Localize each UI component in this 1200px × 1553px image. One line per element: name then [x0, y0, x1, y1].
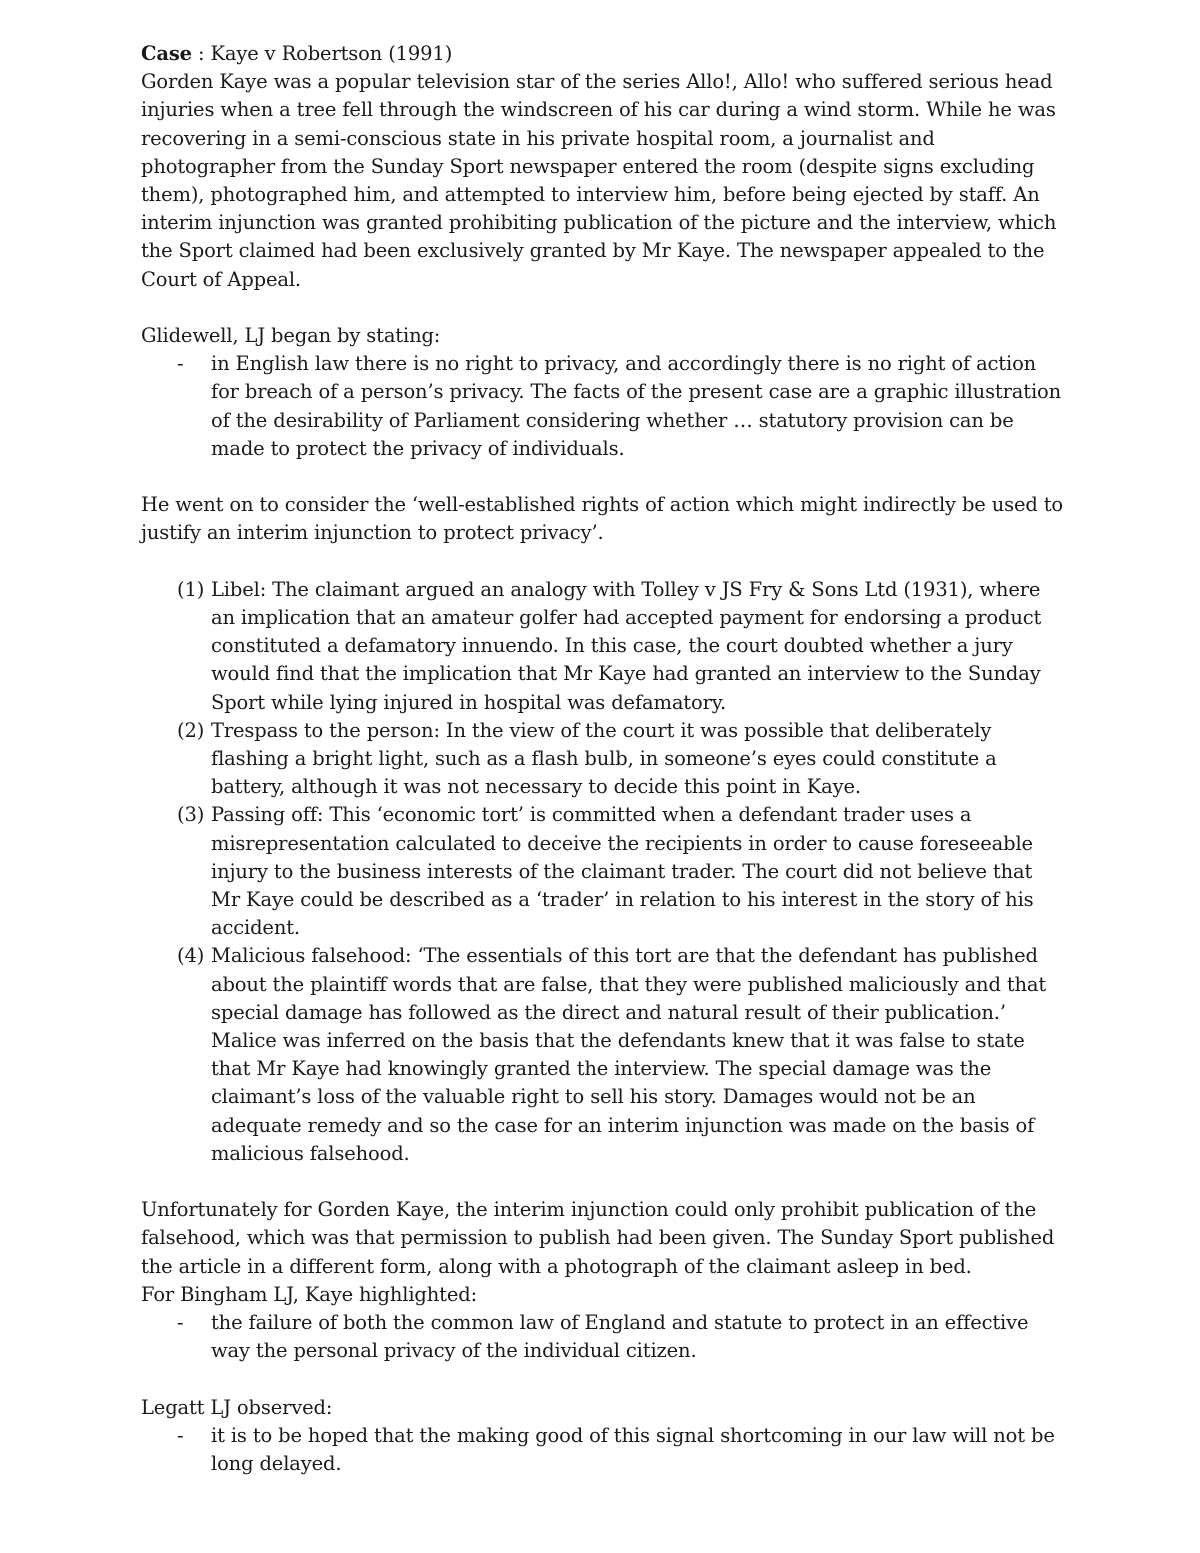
spacer — [141, 1168, 1066, 1196]
list-item — [141, 576, 1066, 717]
glidewell-quote-list — [141, 350, 1066, 463]
list-item — [141, 942, 1066, 1168]
spacer — [141, 294, 1066, 322]
case-heading — [141, 40, 1066, 68]
glidewell-lead: Glidewell, LJ began by stating: — [141, 324, 441, 348]
rights-list — [141, 576, 1066, 1168]
intro-paragraph: Gorden Kaye was a popular television star of the series Allo!, Allo! who suffered serious head injuries when a tree fell through the windscreen of his car during a wind storm. While he was recovering in a semi-conscious state in his private hospital room, a journalist and photographer from the Sunday Sport newspaper entered the room (despite signs excluding them), photographed him, and attempted to interview him, before being ejected by staff. An interim injunction was granted prohibiting publication of the picture and the interview, which the Sport claimed had been exclusively granted by Mr Kaye. The newspaper appealed to the Court of Appeal. — [141, 70, 1057, 291]
list-number: (4) — [177, 944, 205, 968]
case-separator: : — [191, 42, 211, 65]
spacer — [141, 548, 1066, 576]
legatt-lead: Legatt LJ observed: — [141, 1395, 333, 1419]
list-item-text: Passing off: This ‘economic tort’ is committed when a defendant trader uses a misrepresentation calculated to deceive the recipients in order to cause foreseeable injury to the business interests of the claimant trader. The court did not believe that Mr Kaye could be described as a ‘trader’ in relation to his interest in the story of his accident. — [211, 803, 1034, 940]
outcome-paragraph: Unfortunately for Gorden Kaye, the interim injunction could only prohibit publication of the falsehood, which was that permission to publish had been given. The Sunday Sport published the article in a different form, along with a photograph of the claimant asleep in bed. — [141, 1198, 1055, 1278]
document-page — [141, 40, 1066, 1478]
list-item-text: Trespass to the person: In the view of the court it was possible that deliberately flashing a bright light, such as a flash bulb, in someone’s eyes could constitute a battery, although it was not necessary to decide this point in Kaye. — [211, 718, 997, 799]
list-item — [141, 1309, 1066, 1365]
bingham-quote: the failure of both the common law of England and statute to protect in an effective way the personal privacy of the individual citizen. — [211, 1311, 1029, 1363]
list-item-text: Malicious falsehood: ‘The essentials of this tort are that the defendant has published about the plaintiff words that are false, that they were published maliciously and that special damage has followed as the direct and natural result of their publication.’ Malice was inferred on the basis that the defendants knew that it was false to state that Mr Kaye had knowingly granted the interview. The special damage was the claimant’s loss of the valuable right to sell his story. Damages would not be an adequate remedy and so the case for an interim injunction was made on the basis of malicious falsehood. — [211, 944, 1047, 1165]
case-label: Case — [141, 42, 192, 65]
spacer — [141, 1365, 1066, 1393]
list-number: (1) — [177, 577, 205, 601]
list-item — [141, 1422, 1066, 1478]
list-item — [141, 801, 1066, 942]
list-number: (3) — [177, 803, 205, 827]
rights-paragraph: He went on to consider the ‘well-established rights of action which might indirectly be used to justify an interim injunction to protect privacy’. — [141, 493, 1064, 545]
case-title: Kaye v Robertson (1991) — [210, 42, 453, 65]
dash-marker: - — [177, 1423, 184, 1447]
list-item — [141, 350, 1066, 463]
bingham-lead: For Bingham LJ, Kaye highlighted: — [141, 1282, 478, 1306]
dash-marker: - — [177, 352, 184, 376]
spacer — [141, 463, 1066, 491]
bingham-quote-list — [141, 1309, 1066, 1365]
list-number: (2) — [177, 718, 205, 742]
list-item — [141, 717, 1066, 802]
legatt-quote: it is to be hoped that the making good of this signal shortcoming in our law will not be long delayed. — [211, 1423, 1055, 1476]
dash-marker: - — [177, 1311, 184, 1335]
list-item-text: Libel: The claimant argued an analogy with Tolley v JS Fry & Sons Ltd (1931), where an implication that an amateur golfer had accepted payment for endorsing a product constituted a defamatory innuendo. In this case, the court doubted whether a jury would find that the implication that Mr Kaye had granted an interview to the Sunday Sport while lying injured in hospital was defamatory. — [211, 577, 1042, 714]
legatt-quote-list — [141, 1422, 1066, 1478]
glidewell-quote: in English law there is no right to privacy, and accordingly there is no right of action for breach of a person’s privacy. The facts of the present case are a graphic illustration of the desirability of Parliament considering whether … statutory provision can be made to protect the privacy of individuals. — [211, 352, 1062, 460]
